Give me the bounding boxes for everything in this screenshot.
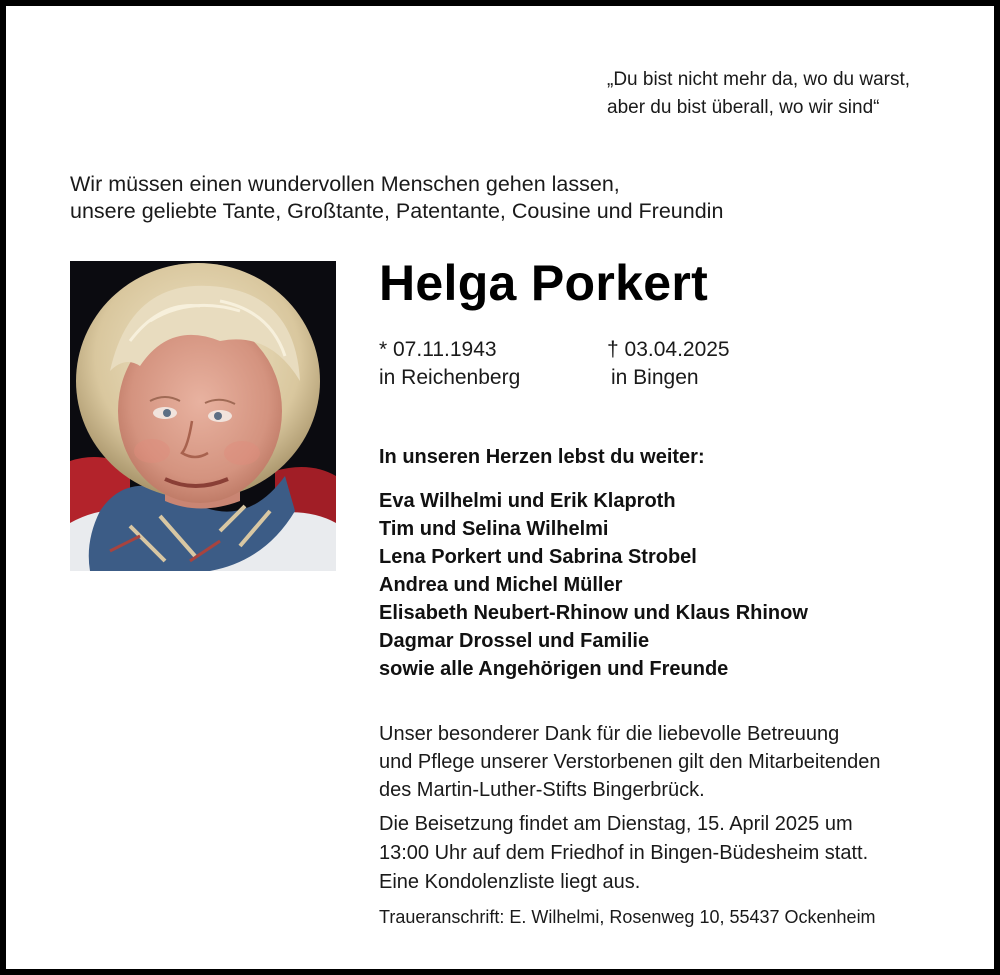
intro-line-1: Wir müssen einen wundervollen Menschen gehen lassen, [70,172,620,196]
portrait-photo [70,261,336,571]
mourner-item: Lena Porkert und Sabrina Strobel [379,546,697,568]
mourner-item: Elisabeth Neubert-Rhinow und Klaus Rhinow [379,602,808,624]
death-place: in Bingen [611,366,699,389]
thanks-paragraph [379,720,880,804]
mourners-heading: In unseren Herzen lebst du weiter: [379,446,705,468]
funeral-paragraph [379,810,868,897]
thanks-line-2: und Pflege unserer Verstorbenen gilt den Mitarbeitenden [379,751,881,773]
quote-line-1: „Du bist nicht mehr da, wo du warst, [607,69,911,90]
mourner-item: Eva Wilhelmi und Erik Klaproth [379,490,676,512]
mourners-list [379,487,808,683]
thanks-line-3: des Martin-Luther-Stifts Bingerbrück. [379,779,705,801]
intro-text [70,171,723,225]
funeral-line-2: 13:00 Uhr auf dem Friedhof in Bingen-Büdesheim statt. [379,842,869,864]
mourner-item: Andrea und Michel Müller [379,574,623,596]
portrait-illustration [70,261,336,571]
mourner-item: Dagmar Drossel und Familie [379,630,650,652]
birth-place: in Reichenberg [379,366,521,389]
death-date: † 03.04.2025 [607,338,730,361]
mourning-address: Traueranschrift: E. Wilhelmi, Rosenweg 10, 55437 Ockenheim [379,907,876,927]
quote [607,66,910,122]
deceased-name: Helga Porkert [379,255,709,311]
intro-line-2: unsere geliebte Tante, Großtante, Patentante, Cousine und Freundin [70,199,724,223]
birth-date: * 07.11.1943 [379,338,497,361]
life-dates [379,336,730,392]
mourner-item: sowie alle Angehörigen und Freunde [379,658,729,680]
funeral-line-1: Die Beisetzung findet am Dienstag, 15. April 2025 um [379,813,853,835]
funeral-line-3: Eine Kondolenzliste liegt aus. [379,871,641,893]
thanks-line-1: Unser besonderer Dank für die liebevolle Betreuung [379,723,840,745]
quote-line-2: aber du bist überall, wo wir sind“ [607,97,880,118]
mourner-item: Tim und Selina Wilhelmi [379,518,609,540]
